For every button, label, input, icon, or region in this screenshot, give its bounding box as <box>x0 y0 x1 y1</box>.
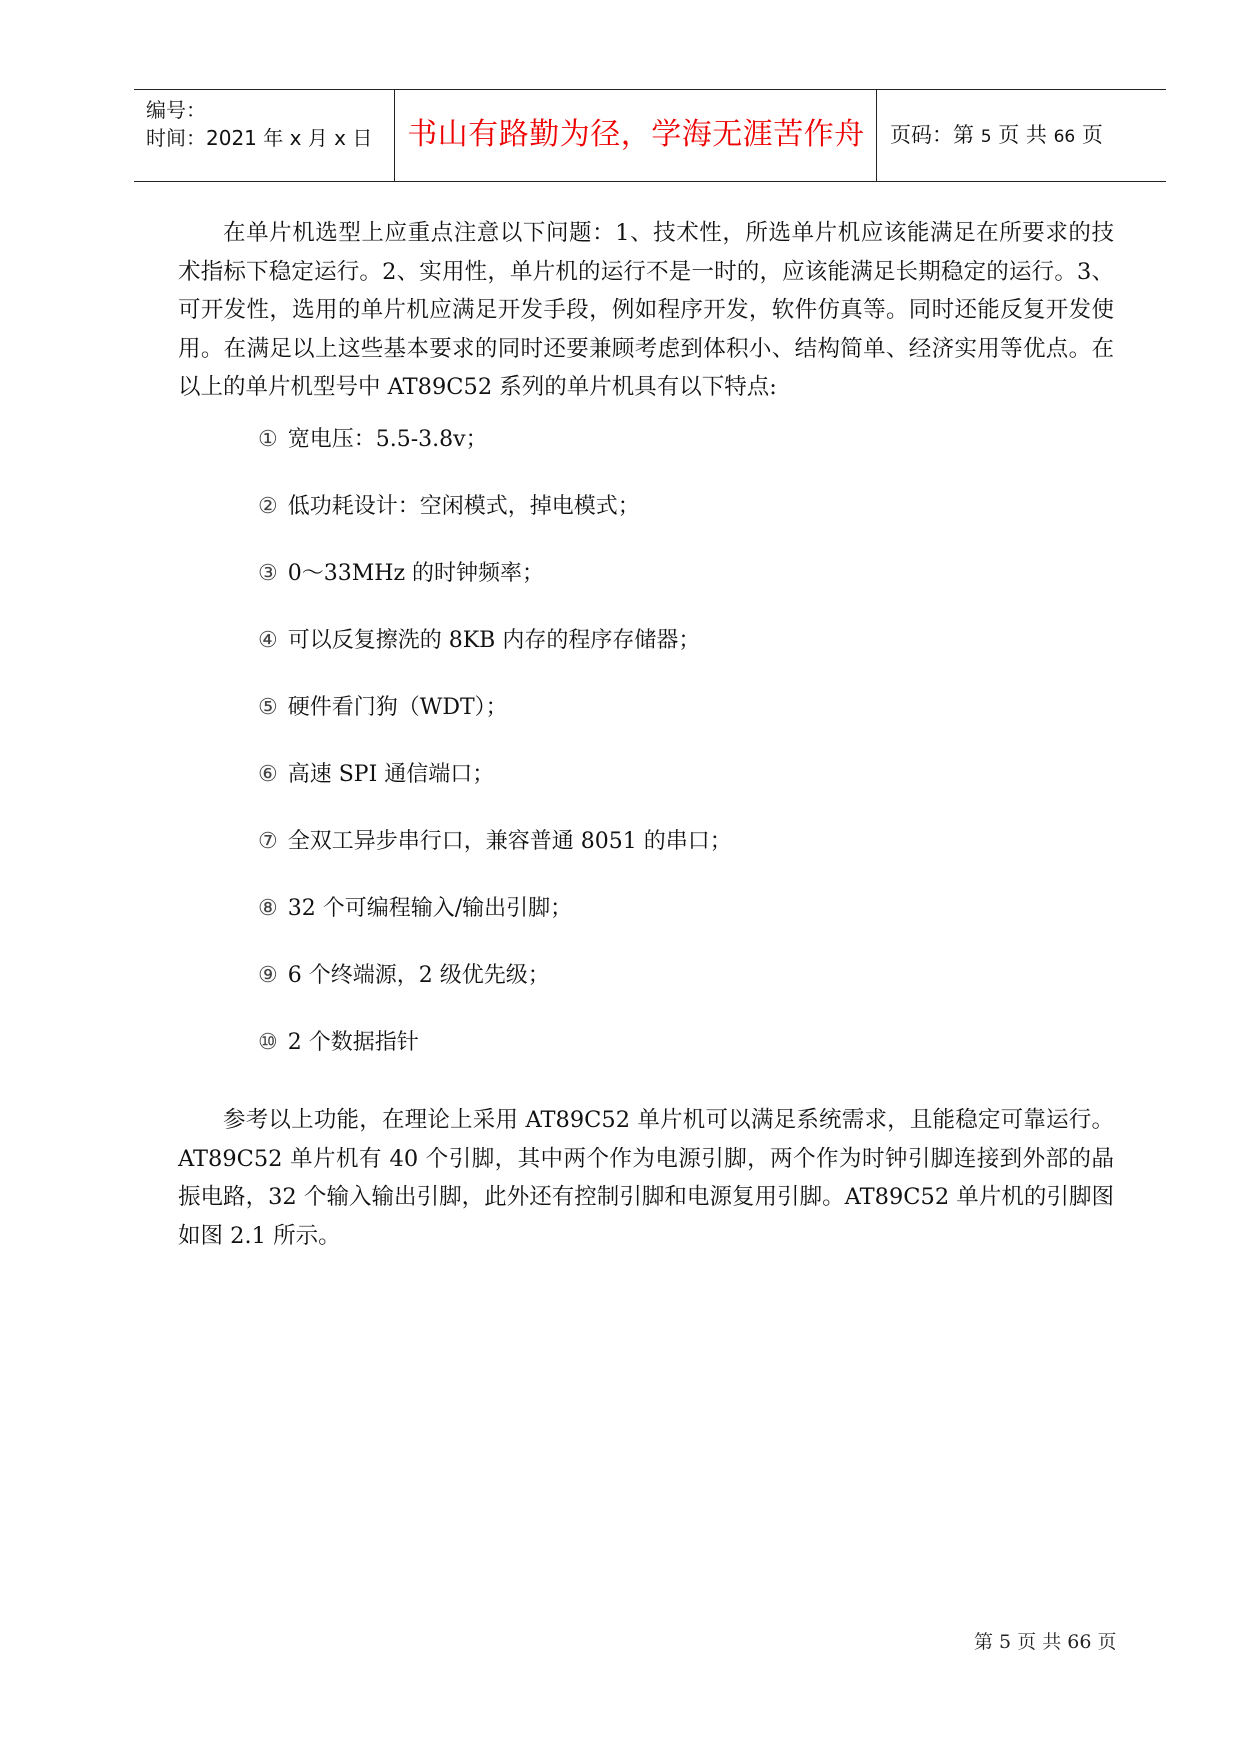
list-item <box>178 821 1114 888</box>
list-item-marker: ⑩ <box>258 1029 278 1055</box>
list-item-marker: ⑦ <box>258 828 278 854</box>
intro-paragraph: 在单片机选型上应重点注意以下问题：1、技术性，所选单片机应该能满足在所要求的技术指标下稳定运行。2、实用性，单片机的运行不是一时的，应该能满足长期稳定的运行。3、可开发性，选用的单片机应满足开发手段，例如程序开发，软件仿真等。同时还能反复开发使用。在满足以上这些基本要求的同时还要兼顾考虑到体积小、结构简单、经济实用等优点。在以上的单片机型号中 AT89C52 系列的单片机具有以下特点: <box>178 220 1114 401</box>
header-page-info <box>890 90 1103 180</box>
list-item-marker: ⑧ <box>258 895 278 921</box>
header-page-middle: 页 共 <box>998 123 1047 147</box>
header-meta <box>146 96 372 152</box>
list-item-text: 低功耗设计：空闲模式，掉电模式； <box>287 493 640 519</box>
header-time-label: 时间：2021 年 x 月 x 日 <box>146 126 373 150</box>
list-item <box>178 419 1114 486</box>
header-page-current: 5 <box>980 127 992 147</box>
list-item-text: 可以反复擦洗的 8KB 内存的程序存储器； <box>287 627 701 653</box>
list-item-text: 硬件看门狗（WDT）； <box>287 694 508 720</box>
page-footer: 第 5 页 共 66 页 <box>974 1631 1117 1653</box>
list-item-marker: ② <box>258 493 278 519</box>
header-number-label: 编号： <box>146 98 206 122</box>
feature-list <box>178 419 1114 1089</box>
list-item <box>178 754 1114 821</box>
header-divider-right <box>876 90 877 181</box>
list-item <box>178 955 1114 1022</box>
list-item-marker: ⑥ <box>258 761 278 787</box>
list-item-text: 全双工异步串行口，兼容普通 8051 的串口； <box>287 828 732 854</box>
list-item-text: 32 个可编程输入/输出引脚； <box>287 895 573 921</box>
list-item-text: 0～33MHz 的时钟频率； <box>287 560 545 586</box>
list-item-text: 2 个数据指针 <box>287 1029 419 1055</box>
header-page-prefix: 页码：第 <box>890 123 974 147</box>
header-page-suffix: 页 <box>1081 123 1103 147</box>
document-body <box>178 214 1114 1255</box>
list-item-marker: ⑨ <box>258 962 278 988</box>
list-item <box>178 687 1114 754</box>
page-header <box>134 89 1166 182</box>
list-item <box>178 553 1114 620</box>
list-item-text: 宽电压：5.5-3.8v； <box>287 426 488 452</box>
list-item-marker: ③ <box>258 560 278 586</box>
list-item <box>178 486 1114 553</box>
list-item <box>178 620 1114 687</box>
list-item <box>178 888 1114 955</box>
header-page-total: 66 <box>1053 127 1076 147</box>
conclusion-paragraph: 参考以上功能，在理论上采用 AT89C52 单片机可以满足系统需求，且能稳定可靠运行。AT89C52 单片机有 40 个引脚，其中两个作为电源引脚，两个作为时钟引脚连接到外部的晶振电路，32 个输入输出引脚，此外还有控制引脚和电源复用引脚。AT89C52 单片机的引脚图如图 2.1 所示。 <box>178 1106 1114 1249</box>
list-item-text: 6 个终端源，2 级优先级； <box>287 962 550 988</box>
list-item-marker: ④ <box>258 627 278 653</box>
list-item-text: 高速 SPI 通信端口； <box>287 761 495 787</box>
list-item <box>178 1022 1114 1089</box>
header-motto: 书山有路勤为径，学海无涯苦作舟 <box>407 117 865 152</box>
list-item-marker: ⑤ <box>258 694 278 720</box>
header-divider-left <box>394 90 395 181</box>
list-item-marker: ① <box>258 426 278 452</box>
